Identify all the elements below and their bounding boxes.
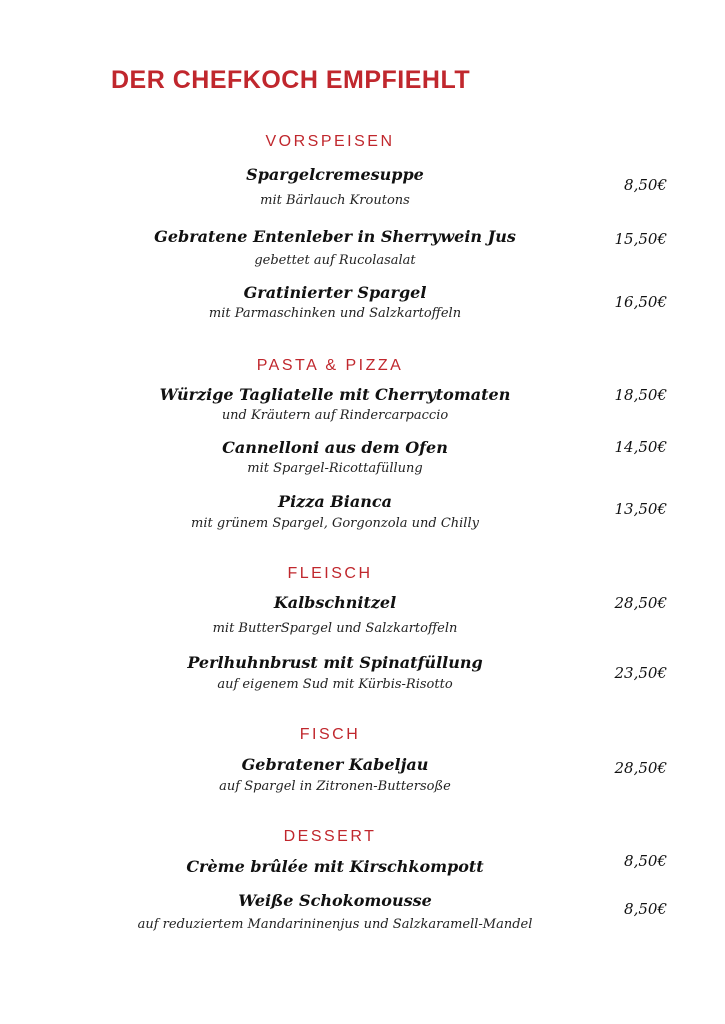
menu-item-name: Spargelcremesuppe	[246, 165, 424, 184]
menu-item-price: 23,50€	[614, 664, 667, 682]
menu-item-price: 28,50€	[614, 594, 667, 612]
section-title-fleisch: FLEISCH	[287, 565, 373, 582]
menu-item-price: 8,50€	[624, 852, 667, 870]
menu-item-description: mit Spargel-Ricottafüllung	[247, 461, 423, 476]
page-title: DER CHEFKOCH EMPFIEHLT	[111, 66, 471, 94]
menu-item-name: Kalbschnitzel	[273, 593, 397, 612]
menu-item-description: mit Parmaschinken und Salzkartoffeln	[208, 306, 462, 321]
menu-item-description: auf eigenem Sud mit Kürbis-Risotto	[217, 677, 453, 692]
menu-item-name: Gratinierter Spargel	[243, 283, 427, 302]
menu-item-name: Würzige Tagliatelle mit Cherrytomaten	[159, 385, 511, 404]
section-title-dessert: DESSERT	[283, 828, 377, 845]
menu-item-price: 16,50€	[614, 293, 667, 311]
menu-item-name: Crème brûlée mit Kirschkompott	[186, 857, 484, 876]
menu-item-price: 8,50€	[624, 900, 667, 918]
menu-item-description: mit Bärlauch Kroutons	[260, 193, 410, 208]
section-title-pasta-pizza: PASTA & PIZZA	[256, 357, 404, 374]
menu-item-price: 28,50€	[614, 759, 667, 777]
menu-item-name: Weiße Schokomousse	[238, 891, 432, 910]
menu-item-name: Gebratene Entenleber in Sherrywein Jus	[154, 227, 516, 246]
menu-item-price: 15,50€	[614, 230, 667, 248]
menu-item-description: mit grünem Spargel, Gorgonzola und Chilly	[191, 516, 479, 531]
section-title-vorspeisen: VORSPEISEN	[265, 133, 395, 150]
menu-item-description: mit ButterSpargel und Salzkartoffeln	[212, 621, 458, 636]
menu-item-price: 18,50€	[614, 386, 667, 404]
menu-item-price: 8,50€	[624, 176, 667, 194]
section-title-fisch: FISCH	[299, 726, 361, 743]
menu-item-price: 13,50€	[614, 500, 667, 518]
menu-item-description: und Kräutern auf Rindercarpaccio	[221, 408, 449, 423]
menu-item-description: auf reduziertem Mandarininenjus und Salzkaramell-Mandel	[137, 917, 533, 932]
menu-item-name: Cannelloni aus dem Ofen	[222, 438, 448, 457]
menu-item-price: 14,50€	[614, 438, 667, 456]
menu-item-description: gebettet auf Rucolasalat	[254, 253, 416, 268]
menu-item-name: Perlhuhnbrust mit Spinatfüllung	[187, 653, 483, 672]
menu-item-name: Pizza Bianca	[278, 492, 392, 511]
menu-item-description: auf Spargel in Zitronen-Buttersoße	[219, 779, 451, 794]
menu-item-name: Gebratener Kabeljau	[241, 755, 429, 774]
